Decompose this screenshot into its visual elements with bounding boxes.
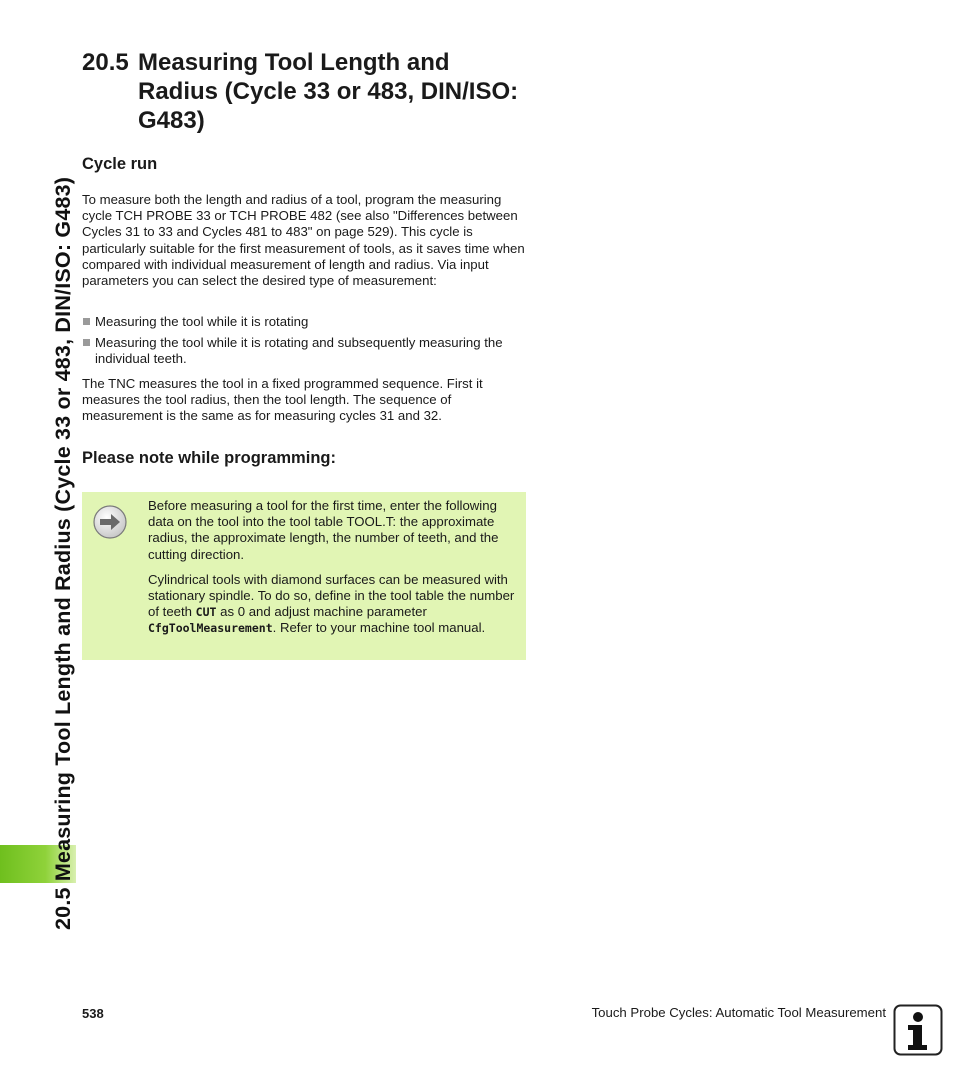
square-bullet-icon <box>83 318 90 325</box>
programming-notes-heading: Please note while programming: <box>82 449 336 467</box>
note-text <box>148 498 518 637</box>
note-paragraph: Cylindrical tools with diamond surfaces can be measured with stationary spindle. To do so, define in the tool table the number of teeth CUT as 0 and adjust machine parameter CfgToolMeasurement. Refer to your machine tool manual. <box>148 571 515 636</box>
page-number: 538 <box>82 1006 104 1021</box>
list-item <box>82 335 528 367</box>
footer-title: Touch Probe Cycles: Automatic Tool Measurement <box>591 1005 886 1020</box>
section-heading <box>82 48 528 135</box>
list-item-text: Measuring the tool while it is rotating <box>95 314 309 329</box>
note-box <box>82 492 526 660</box>
param-cut: CUT <box>195 605 217 620</box>
list-item-text: Measuring the tool while it is rotating and subsequently measuring the individual teeth. <box>95 335 503 367</box>
square-bullet-icon <box>83 339 90 346</box>
cycle-run-intro: To measure both the length and radius of a tool, program the measuring cycle TCH PROBE 33 or TCH PROBE 482 (see also "Differences between Cycles 31 to 33 and Cycles 481 to 483" on page 529). This cycle is particularly suitable for the first measurement of tools, as it saves time when compared with individual measurement of length and radius. Via input parameters you can select the desired type of measurement: <box>82 192 525 289</box>
list-item <box>82 314 528 330</box>
page-title <box>82 48 528 135</box>
measurement-sequence-text: The TNC measures the tool in a fixed programmed sequence. First it measures the tool radius, then the tool length. The sequence of measurement is the same as for measuring cycles 31 and 32. <box>82 376 483 424</box>
measurement-type-list <box>82 314 528 373</box>
param-cfgtoolmeasurement: CfgToolMeasurement <box>148 621 273 636</box>
info-icon <box>893 1004 943 1056</box>
side-running-title: 20.5 Measuring Tool Length and Radius (Cycle 33 or 483, DIN/ISO: G483) <box>51 176 75 930</box>
cycle-run-heading: Cycle run <box>82 155 158 173</box>
section-number: 20.5 <box>82 49 129 76</box>
arrow-right-icon <box>93 505 127 539</box>
note-paragraph: Before measuring a tool for the first time, enter the following data on the tool into the tool table TOOL.T: the approximate radius, the approximate length, the number of teeth, and the cutting direction. <box>148 498 499 562</box>
section-title-text: Measuring Tool Length and Radius (Cycle 33 or 483, DIN/ISO: G483) <box>138 49 519 134</box>
